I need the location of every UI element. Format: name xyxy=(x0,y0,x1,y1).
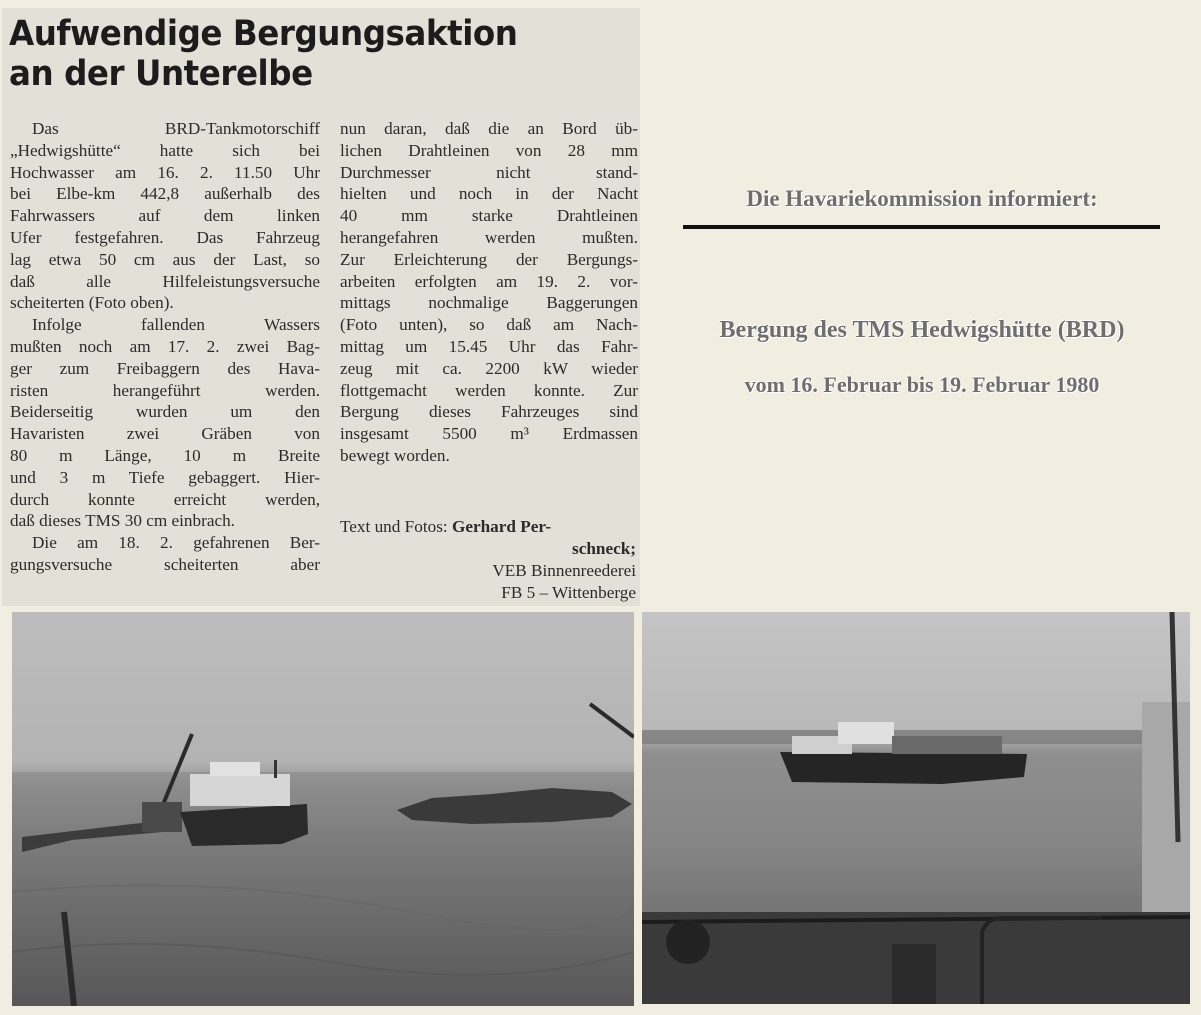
text-line: Zur Erleichterung der Bergungs- xyxy=(340,249,638,269)
credit-prefix: Text und Fotos: xyxy=(340,517,452,536)
credit-line-1 xyxy=(340,516,636,538)
photo-ship-afloat xyxy=(642,612,1190,1004)
text-line: hielten und noch in der Nacht xyxy=(340,184,638,204)
text-line: Beiderseitig wurden um den xyxy=(10,402,320,422)
photo-2-drawing xyxy=(642,612,1190,1004)
text-line: zeug mit ca. 2200 kW wieder xyxy=(340,358,638,378)
text-line: Bergung dieses Fahrzeuges sind xyxy=(340,402,638,422)
text-line: risten herangeführt werden. xyxy=(10,380,320,400)
text-line: Infolge fallenden Wassers xyxy=(32,315,320,335)
text-line: Fahrwassers auf dem linken xyxy=(10,206,320,226)
credit-place: FB 5 – Wittenberge xyxy=(501,583,636,602)
credit-author: Gerhard Per- xyxy=(451,517,552,536)
text-line: bei Elbe-km 442,8 außerhalb des xyxy=(10,184,320,204)
article-headline xyxy=(9,14,518,94)
text-line: daß dieses TMS 30 cm einbrach. xyxy=(10,511,235,531)
text-line: lag etwa 50 cm aus der Last, so xyxy=(10,249,320,269)
text-line: gungsversuche scheiterten aber xyxy=(10,554,320,574)
text-line: insgesamt 5500 m³ Erdmassen xyxy=(340,424,638,444)
text-line: arbeiten erfolgten am 19. 2. vor- xyxy=(340,271,638,291)
side-divider xyxy=(683,225,1160,229)
text-line: 40 mm starke Drahtleinen xyxy=(340,206,638,226)
text-line: durch konnte erreicht werden, xyxy=(10,489,320,509)
text-line: flottgemacht werden konnte. Zur xyxy=(340,380,638,400)
text-line: Ufer festgefahren. Das Fahrzeug xyxy=(10,227,320,247)
text-line: nun daran, daß die an Bord üb- xyxy=(340,119,638,138)
text-line: und 3 m Tiefe gebaggert. Hier- xyxy=(10,467,320,487)
text-line: mußten noch am 17. 2. zwei Bag- xyxy=(10,336,320,356)
article-column-2 xyxy=(340,118,638,467)
text-line: Havaristen zwei Gräben von xyxy=(10,424,320,444)
text-line: daß alle Hilfeleistungsversuche xyxy=(10,271,320,291)
text-line: ger zum Freibaggern des Hava- xyxy=(10,358,320,378)
text-line: mittags nochmalige Baggerungen xyxy=(340,293,638,313)
text-line: mittag um 15.45 Uhr das Fahr- xyxy=(340,336,638,356)
text-line: Hochwasser am 16. 2. 11.50 Uhr xyxy=(10,162,320,182)
photo-ship-with-dredgers xyxy=(12,612,634,1006)
article-column-1 xyxy=(10,118,320,576)
text-line: 80 m Länge, 10 m Breite xyxy=(10,445,320,465)
article-credit xyxy=(340,516,636,604)
text-line: bewegt worden. xyxy=(340,445,450,465)
text-line: Die am 18. 2. gefahrenen Ber- xyxy=(32,533,320,553)
headline-line-2: an der Unterelbe xyxy=(9,54,313,94)
photo-1-drawing xyxy=(12,612,634,1006)
credit-org: VEB Binnenreederei xyxy=(492,561,636,580)
headline-line-1: Aufwendige Bergungsaktion xyxy=(9,14,518,54)
text-line: herangefahren werden mußten. xyxy=(340,227,638,247)
text-line: lichen Drahtleinen von 28 mm xyxy=(340,140,638,160)
side-title: Die Havariekommission informiert: xyxy=(746,186,1098,211)
side-subtitle: Bergung des TMS Hedwigshütte (BRD) xyxy=(719,317,1125,343)
text-line: „Hedwigshütte“ hatte sich bei xyxy=(10,140,320,160)
text-line: scheiterten (Foto oben). xyxy=(10,293,174,313)
side-dates: vom 16. Februar bis 19. Februar 1980 xyxy=(744,372,1100,397)
credit-author-cont: schneck; xyxy=(572,539,636,558)
newspaper-clipping xyxy=(2,8,640,606)
credit-line-2 xyxy=(340,538,636,560)
text-line: (Foto unten), so daß am Nach- xyxy=(340,315,638,335)
text-line: Das BRD-Tankmotorschiff xyxy=(32,119,320,138)
text-line: Durchmesser nicht stand- xyxy=(340,162,638,182)
